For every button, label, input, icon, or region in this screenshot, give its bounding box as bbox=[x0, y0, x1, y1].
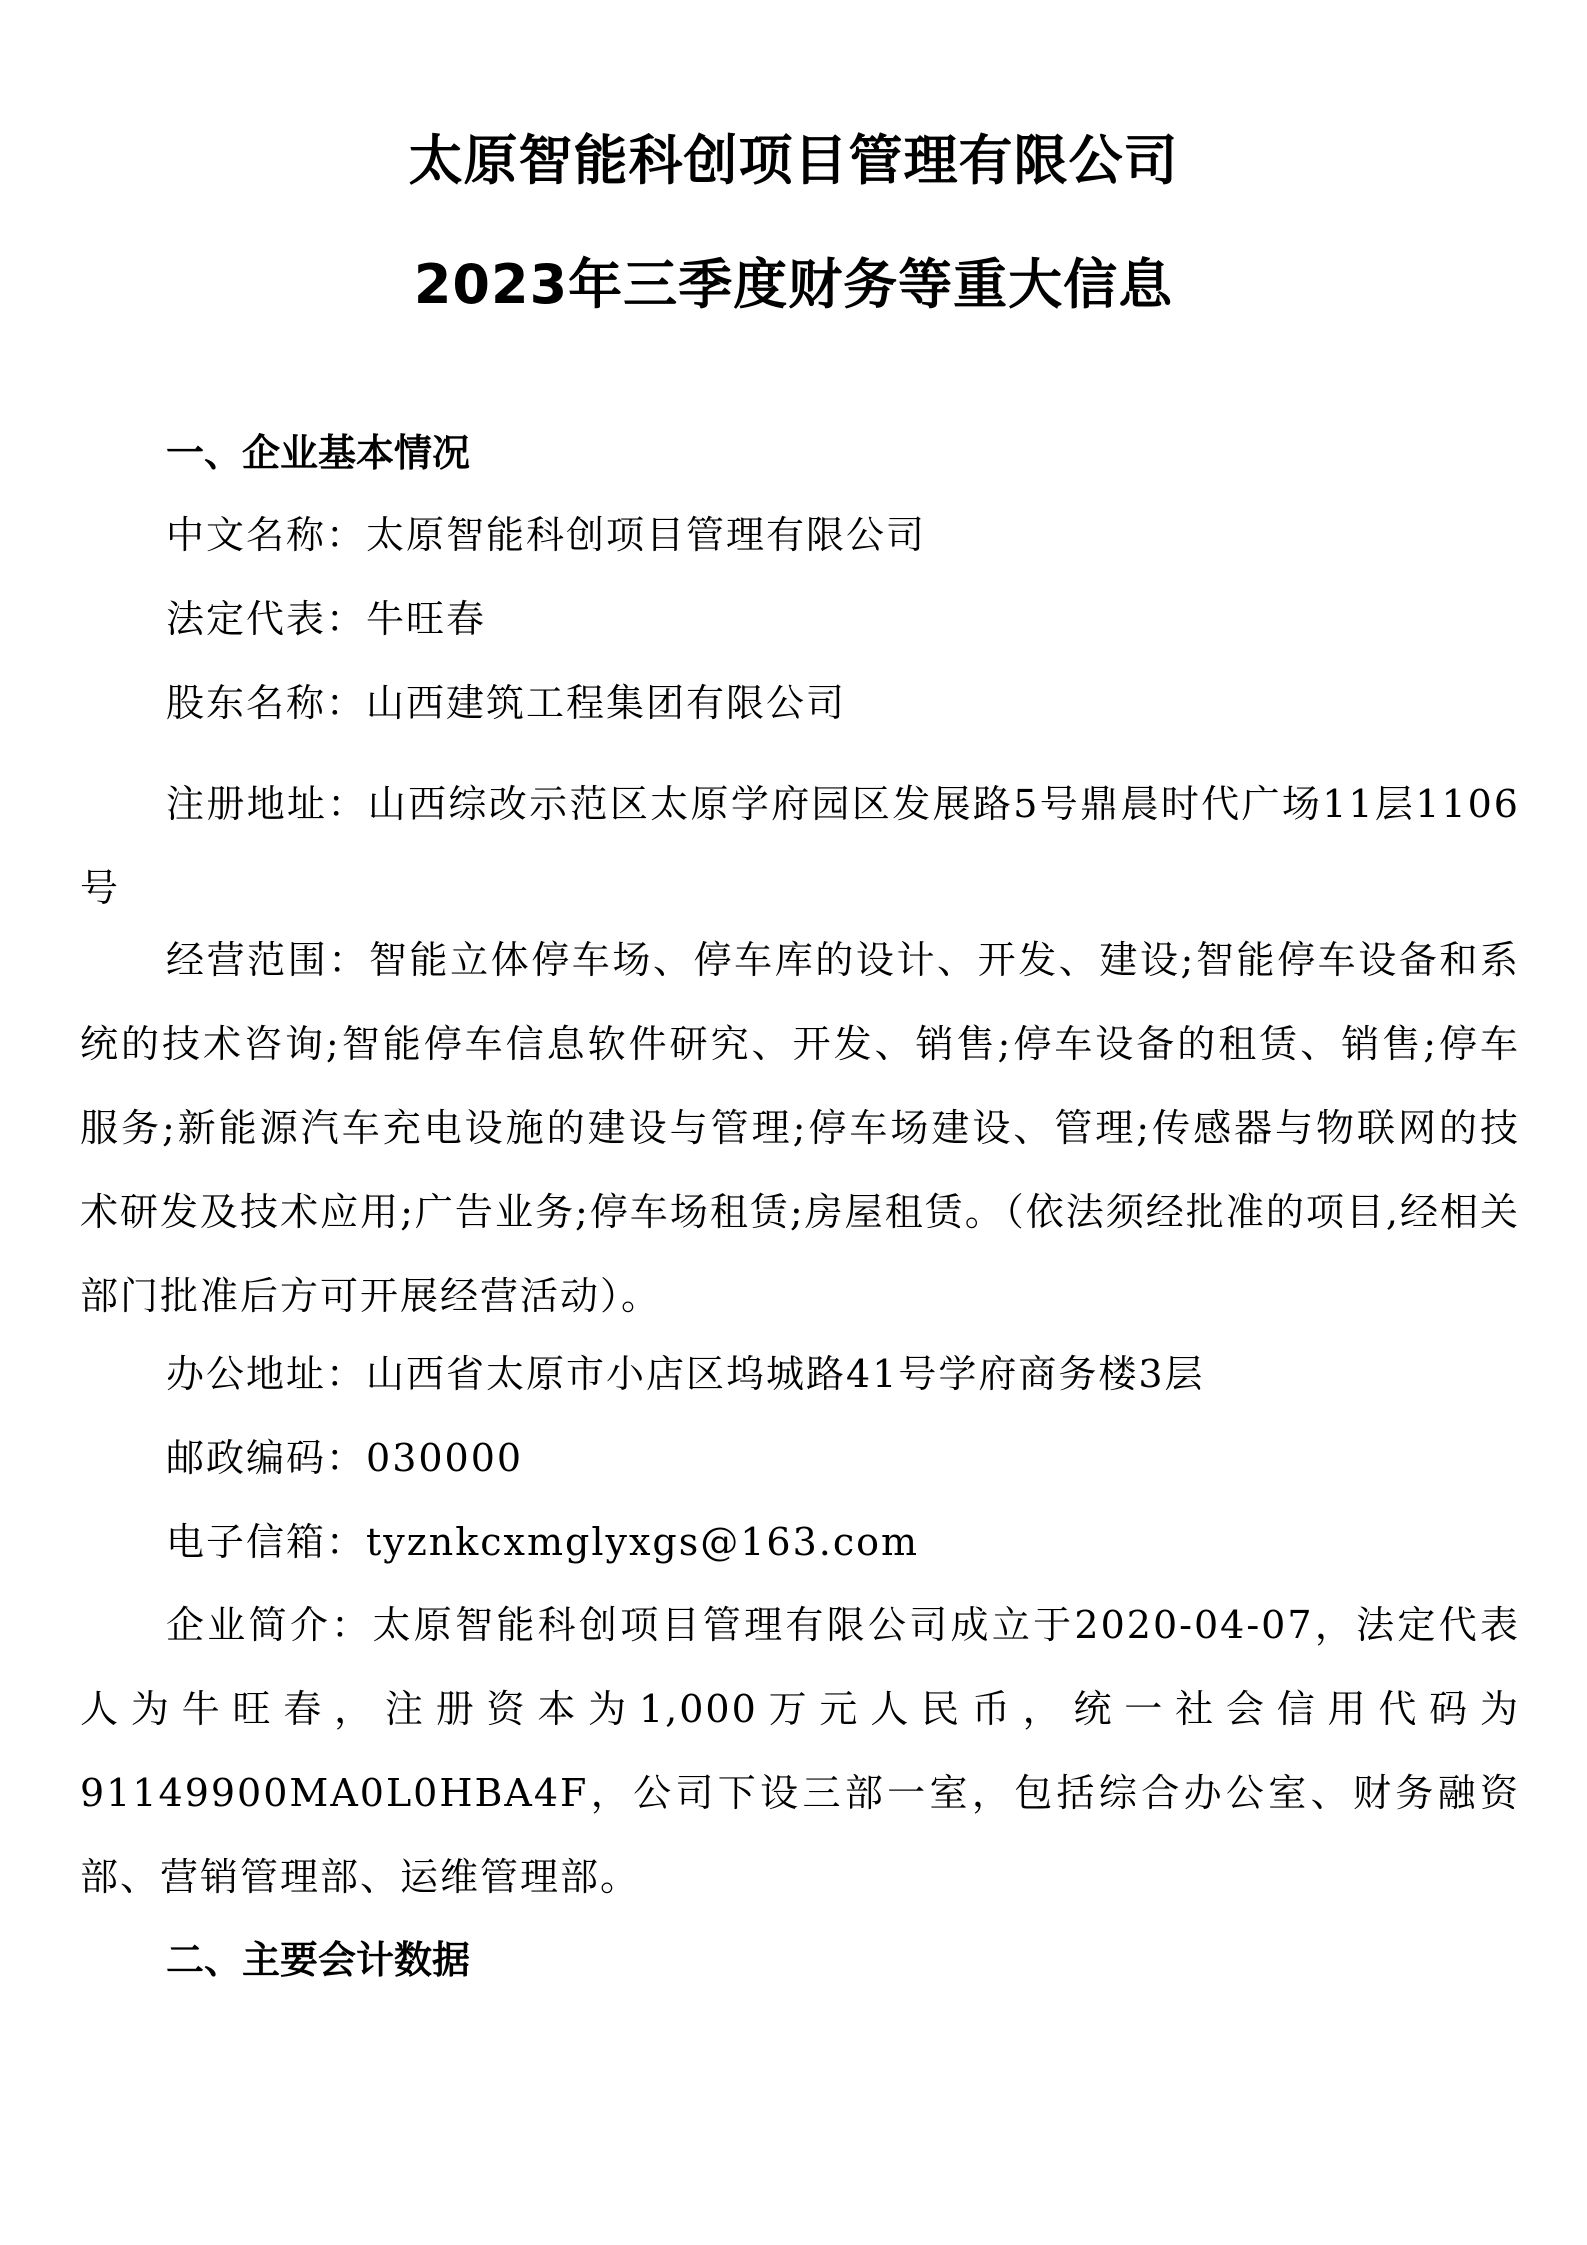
field-email bbox=[166, 1517, 919, 1567]
field-office-address bbox=[166, 1349, 1205, 1399]
field-chinese-name bbox=[166, 510, 926, 560]
field-legal-representative bbox=[166, 594, 486, 644]
document-title-report: 2023年三季度财务等重大信息 bbox=[413, 253, 1174, 316]
field-label: 中文名称： bbox=[166, 513, 367, 557]
field-label: 注册地址： bbox=[166, 782, 368, 826]
field-value: 太原智能科创项目管理有限公司成立于2020-04-07，法定代表人为牛旺春，注册资本为1,000万元人民币，统一社会信用代码为91149900MA0L0HBA4F，公司下设三部一室，包括综合办公室、财务融资部、营销管理部、运维管理部。 bbox=[80, 1603, 1520, 1899]
field-value: 太原智能科创项目管理有限公司 bbox=[366, 513, 927, 557]
field-registered-address bbox=[80, 762, 1520, 930]
field-label: 邮政编码： bbox=[166, 1436, 367, 1480]
field-business-scope bbox=[80, 918, 1520, 1338]
field-company-profile bbox=[80, 1583, 1520, 1919]
field-value: 山西省太原市小店区坞城路41号学府商务楼3层 bbox=[366, 1352, 1205, 1396]
field-value: 030000 bbox=[366, 1436, 524, 1480]
section-heading-accounting-data: 二、主要会计数据 bbox=[166, 1938, 471, 1982]
field-value: 智能立体停车场、停车库的设计、开发、建设;智能停车设备和系统的技术咨询;智能停车信息软件研究、开发、销售;停车设备的租赁、销售;停车服务;新能源汽车充电设施的建设与管理;停车场建设、管理;传感器与物联网的技术研发及技术应用;广告业务;停车场租赁;房屋租赁。（依法须经批准的项目,经相关部门批准后方可开展经营活动）。 bbox=[80, 938, 1520, 1318]
field-label: 经营范围： bbox=[166, 938, 369, 982]
field-label: 电子信箱： bbox=[166, 1520, 367, 1564]
field-value: 山西建筑工程集团有限公司 bbox=[366, 681, 847, 725]
document-title-company: 太原智能科创项目管理有限公司 bbox=[408, 129, 1179, 192]
field-postal-code bbox=[166, 1433, 523, 1483]
field-value: 山西综改示范区太原学府园区发展路5号鼎晨时代广场11层1106号 bbox=[80, 782, 1520, 910]
field-label: 办公地址： bbox=[166, 1352, 367, 1396]
field-label: 法定代表： bbox=[166, 597, 367, 641]
field-label: 股东名称： bbox=[166, 681, 367, 725]
email-link[interactable]: tyznkcxmglyxgs@163.com bbox=[366, 1520, 920, 1564]
field-shareholder bbox=[166, 678, 846, 728]
section-heading-basic-info: 一、企业基本情况 bbox=[166, 431, 471, 475]
field-label: 企业简介： bbox=[166, 1603, 373, 1647]
field-value: 牛旺春 bbox=[366, 597, 487, 641]
